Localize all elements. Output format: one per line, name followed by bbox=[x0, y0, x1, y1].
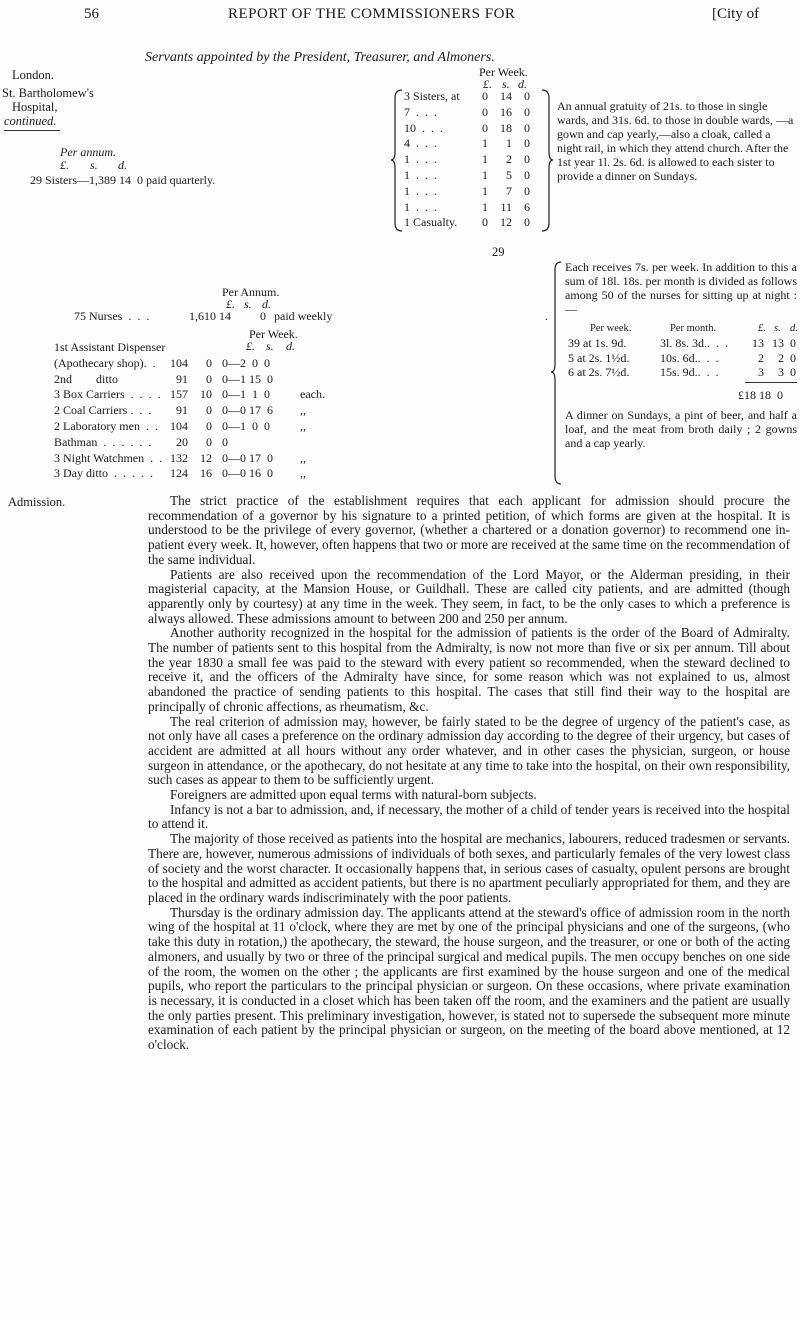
night-row-per-month: 3l. 8s. 3d.. . . bbox=[660, 336, 729, 350]
staff-lsd-pound: £. bbox=[226, 297, 235, 311]
staff-row-annual-shilling: 0 bbox=[206, 419, 212, 433]
sister-row-shilling: 5 bbox=[506, 168, 512, 182]
sisters-lsd-pence: d. bbox=[118, 158, 127, 172]
night-header-per-week: Per week. bbox=[590, 323, 632, 334]
night-row-pound: 2 bbox=[758, 350, 764, 365]
night-row-pound: 3 bbox=[758, 365, 764, 379]
staff-row-annual-shilling: 0 bbox=[206, 403, 212, 418]
staff-week-lsd-shilling: s. bbox=[266, 339, 274, 353]
margin-location: London. bbox=[12, 68, 55, 82]
staff-lsd-shilling: s. bbox=[244, 297, 252, 311]
staff-week-lsd-pound: £. bbox=[246, 339, 255, 353]
sister-row-shilling: 12 bbox=[500, 215, 512, 230]
night-header-per-month: Per month. bbox=[670, 323, 717, 334]
running-title: REPORT OF THE COMMISSIONERS FOR bbox=[228, 6, 516, 22]
staff-row-annual-pound: 104 bbox=[170, 355, 188, 370]
sister-row-pound: 1 bbox=[482, 183, 488, 198]
night-row-shilling: 3 bbox=[778, 365, 784, 379]
night-row-pound: 13 bbox=[752, 336, 764, 350]
sisters-lsd-shilling: s. bbox=[90, 158, 98, 172]
body-paragraph: Foreigners are admitted upon equal terms with natural-born subjects. bbox=[170, 787, 537, 803]
staff-row-label: 3 Box Carriers . . . . bbox=[54, 387, 161, 402]
body-paragraph: The strict practice of the establishment requires that each applicant for admission should procure the recommendation of a governor by his signature to a printed petition, of which forms are given at the hospital. It is understood to be the privilege of every governor, (whether a chartered or a donation governor) to recommend one in-patient every week. It, however, often happens that two or more are received at the same time on the recommendation of the same individual. bbox=[148, 493, 790, 567]
sister-row-label: 1 . . . bbox=[404, 199, 437, 214]
staff-row-label: 3 Night Watchmen . . bbox=[54, 450, 163, 465]
margin-hospital-line-1: St. Bartholomew's bbox=[2, 86, 94, 100]
night-header-pence: d. bbox=[790, 323, 798, 334]
sisters-per-week-label: Per Week. bbox=[479, 65, 528, 79]
staff-row-weekly: 0—0 17 0 bbox=[222, 450, 273, 465]
staff-row-annual-pound: 91 bbox=[176, 403, 188, 418]
sister-row-pound: 0 bbox=[482, 89, 488, 103]
nurses-label: 75 Nurses . . . bbox=[74, 309, 150, 323]
night-row-pence: 0 bbox=[790, 365, 796, 379]
night-total-rule bbox=[745, 382, 797, 383]
staff-row-annual-shilling: 0 bbox=[206, 355, 212, 370]
nurses-dot: . bbox=[545, 309, 548, 323]
staff-row-weekly: 0—1 15 0 bbox=[222, 371, 273, 386]
sister-row-pound: 1 bbox=[482, 168, 488, 182]
night-row-shilling: 13 bbox=[772, 336, 784, 350]
night-row-per-month: 15s. 9d.. . . bbox=[660, 365, 719, 379]
staff-per-annum-label: Per Annum. bbox=[222, 285, 280, 299]
staff-row-suffix: ,, bbox=[300, 403, 306, 418]
staff-row-suffix: ,, bbox=[300, 466, 306, 481]
sister-row-pence: 0 bbox=[524, 183, 530, 198]
sister-row-pound: 0 bbox=[482, 104, 488, 119]
sisters-week-lsd-pound: £. bbox=[483, 77, 492, 91]
sister-row-pound: 1 bbox=[482, 152, 488, 167]
staff-row-label: 2nd ditto bbox=[54, 371, 119, 386]
staff-row-annual-shilling: 10 bbox=[200, 387, 212, 402]
night-header-shilling: s. bbox=[774, 323, 781, 334]
staff-row-annual-pound: 20 bbox=[176, 434, 188, 449]
body-paragraph: Thursday is the ordinary admission day. The applicants attend at the steward's office of admission room in the north wing of the hospital at 11 o'clock, where they are met by one of the principal physicians and one of the surgeons, (who take this duty in rotation,) the apothecary, the steward, the house surgeon, and the treasurer, or one or both of the acting almoners, and usually by two or three of the principal surgical and medical pupils. The men occupy benches on one side of the room, the women on the other ; the applicants are first examined by the house surgeon and one of the medical pupils, who report the particulars to the principal physician or surgeon. On these occasions, where private examination is necessary, it is conducted in a closet which has been taken off the room, and the examiners and the patient are usually the only parties present. This preliminary investigation, however, is stated not to supersede the subsequent more minute examination of each patient by the principal physician or surgeon, on the meeting of the board above mentioned, at 12 o'clock. bbox=[148, 904, 790, 1053]
staff-per-week-label: Per Week. bbox=[249, 327, 298, 341]
margin-admission: Admission. bbox=[8, 495, 66, 509]
staff-row-weekly: 0—1 1 0 bbox=[222, 387, 270, 402]
sisters-per-annum-label: Per annum. bbox=[60, 145, 116, 159]
night-row-pence: 0 bbox=[790, 350, 796, 365]
sister-row-pound: 0 bbox=[482, 215, 488, 230]
sister-row-shilling: 14 bbox=[500, 89, 512, 103]
night-row-pence: 0 bbox=[790, 336, 796, 350]
staff-row-annual-pound: 132 bbox=[170, 450, 188, 465]
staff-row-label: Bathman . . . . . . bbox=[54, 434, 152, 449]
sister-row-label: 1 . . . bbox=[404, 168, 437, 182]
sisters-right-brace bbox=[540, 88, 554, 233]
sister-row-shilling: 7 bbox=[506, 183, 512, 198]
body-paragraph: The majority of those received as patients into the hospital are mechanics, labourers, reduced tradesmen or servants. There are, however, numerous admissions of individuals of both sexes, and particularly females of the very lowest class of society and the worst character. It occasionally happens that, in serious cases of casualty, opulent persons are brought to the hospital and admitted as accident patients, but there is no apartment peculiarly appropriated for them, and they are placed in the ordinary wards indiscriminately with the poor patients. bbox=[148, 831, 790, 905]
sister-row-label: 1 Casualty. bbox=[404, 215, 458, 230]
night-row-per-week: 6 at 2s. 7½d. bbox=[568, 365, 630, 379]
sister-row-pence: 0 bbox=[524, 120, 530, 135]
sister-row-pence: 0 bbox=[524, 104, 530, 119]
body-paragraph: Patients are also received upon the recommendation of the Lord Mayor, or the Alderman presiding, in their magisterial capacity, at the Mansion House, or Guildhall. These are called city patients, and are admitted (though apparently only by courtesy) at any time in the week. They seem, in fact, to be the only cases to which a preference is always allowed. These admissions amount to between 200 and 250 per annum. bbox=[148, 566, 790, 626]
nurses-pence: 0 bbox=[260, 309, 266, 323]
sister-row-pound: 0 bbox=[482, 120, 488, 135]
sister-row-label: 3 Sisters, at bbox=[404, 89, 460, 103]
nurses-note-brace bbox=[551, 260, 563, 486]
nurses-note: Each receives 7s. per week. In addition to this a sum of 18l. 18s. per month is divided as follows among 50 of the nurses for sitting up at night :— bbox=[565, 260, 797, 316]
sister-row-pound: 1 bbox=[482, 199, 488, 214]
staff-row-label: 2 Laboratory men . . bbox=[54, 419, 158, 433]
staff-row-label: 2 Coal Carriers . . . bbox=[54, 403, 152, 418]
staff-row-annual-pound: 157 bbox=[170, 387, 188, 402]
sister-row-pence: 0 bbox=[524, 215, 530, 230]
staff-row-annual-pound: 124 bbox=[170, 466, 188, 481]
staff-row-annual-shilling: 12 bbox=[200, 450, 212, 465]
staff-row-annual-shilling: 0 bbox=[206, 434, 212, 449]
running-title-city: [City of bbox=[712, 6, 760, 22]
staff-row-label: 1st Assistant Dispenser bbox=[54, 340, 166, 354]
night-header-pound: £. bbox=[758, 323, 766, 334]
sister-row-pound: 1 bbox=[482, 136, 488, 151]
sister-row-pence: 6 bbox=[524, 199, 530, 214]
staff-row-label: 3 Day ditto . . . . . bbox=[54, 466, 153, 481]
staff-row-weekly: 0—0 17 6 bbox=[222, 403, 273, 418]
staff-row-weekly: 0—1 0 0 bbox=[222, 419, 270, 433]
dinner-note: A dinner on Sundays, a pint of beer, and half a loaf, and the meat from broth daily ; 2 gowns and a cap yearly. bbox=[565, 408, 797, 450]
sister-row-label: 1 . . . bbox=[404, 152, 437, 167]
staff-row-weekly: 0 bbox=[222, 434, 228, 449]
sister-row-pence: 0 bbox=[524, 152, 530, 167]
sister-row-shilling: 18 bbox=[500, 120, 512, 135]
sisters-week-lsd-pence: d. bbox=[518, 77, 527, 91]
sister-row-shilling: 2 bbox=[506, 152, 512, 167]
page-number: 56 bbox=[84, 6, 99, 22]
staff-row-label: (Apothecary shop). . bbox=[54, 355, 156, 370]
staff-row-suffix: ,, bbox=[300, 419, 306, 433]
sisters-summary-line: 29 Sisters—1,389 14 0 paid quarterly. bbox=[30, 173, 216, 187]
night-row-per-month: 10s. 6d.. . . bbox=[660, 350, 719, 365]
staff-row-annual-shilling: 0 bbox=[206, 371, 212, 386]
margin-continued: continued. bbox=[4, 114, 57, 128]
sisters-lsd-pound: £. bbox=[60, 158, 69, 172]
sister-row-shilling: 16 bbox=[500, 104, 512, 119]
sister-row-label: 10 . . . bbox=[404, 120, 443, 135]
margin-rule bbox=[4, 130, 60, 131]
body-paragraph: Another authority recognized in the hospital for the admission of patients is the order of the Board of Admiralty. The number of patients sent to this hospital from the Admiralty, is now not more than five or six per annum. Till about the year 1830 a small fee was paid to the steward with every patient so recommended, when the steward declined to receive it, and the officers of the Admiralty have since, for some reason which was not explained to us, almost abandoned the practice of sending patients to this hospital. The cases that still find their way to the hospital are principally of chronic affections, as rheumatism, &c. bbox=[148, 625, 790, 714]
night-total: £18 18 0 bbox=[738, 388, 783, 402]
night-row-per-week: 39 at 1s. 9d. bbox=[568, 336, 627, 350]
night-row-per-week: 5 at 2s. 1½d. bbox=[568, 350, 630, 365]
sister-row-label: 4 . . . bbox=[404, 136, 437, 151]
body-paragraph: Infancy is not a bar to admission, and, if necessary, the mother of a child of tender years is received into the hospital to attend it. bbox=[148, 801, 790, 832]
sister-row-pence: 0 bbox=[524, 136, 530, 151]
staff-row-weekly: 0—2 0 0 bbox=[222, 355, 270, 370]
nurses-paid-note: paid weekly bbox=[274, 309, 333, 323]
staff-row-suffix: ,, bbox=[300, 450, 306, 465]
night-row-shilling: 2 bbox=[778, 350, 784, 365]
section-caption: Servants appointed by the President, Treasurer, and Almoners. bbox=[145, 50, 495, 65]
body-text bbox=[148, 494, 790, 1053]
sister-row-pence: 0 bbox=[524, 89, 530, 103]
sisters-left-brace bbox=[390, 88, 404, 233]
sister-row-pence: 0 bbox=[524, 168, 530, 182]
nurses-amount: 1,610 14 bbox=[189, 309, 231, 323]
staff-lsd-pence: d. bbox=[262, 297, 271, 311]
body-paragraph: The real criterion of admission may, however, be fairly stated to be the degree of urgency of the patient's case, as not only have all cases a preference on the ordinary admission day according to the degree of their urgency, but cases of accident are admitted at all hours without any order whatever, and in other cases the physician, surgeon, or house surgeon in attendance, or the apothecary, do not hesitate at any time to take into the hospital, on their own responsibility, such cases as appear to them to be sufficiently urgent. bbox=[148, 713, 790, 788]
sisters-total: 29 bbox=[492, 245, 505, 259]
staff-row-annual-pound: 104 bbox=[170, 419, 188, 433]
sisters-week-lsd-shilling: s. bbox=[502, 77, 510, 91]
gratuity-note: An annual gratuity of 21s. to those in single wards, and 31s. 6d. to those in double wards, —a gown and cap yearly,—also a cloak, called a night rail, in which they attend church. After the 1st year 1l. 2s. 6d. is allowed to each sister to provide a dinner on Sundays. bbox=[557, 99, 794, 183]
margin-hospital-line-2: Hospital, bbox=[12, 100, 58, 114]
sister-row-label: 7 . . . bbox=[404, 104, 437, 119]
sister-row-shilling: 1 bbox=[506, 136, 512, 151]
staff-row-weekly: 0—0 16 0 bbox=[222, 466, 273, 481]
staff-row-annual-shilling: 16 bbox=[200, 466, 212, 481]
sister-row-shilling: 11 bbox=[500, 199, 512, 214]
staff-row-suffix: each. bbox=[300, 387, 325, 402]
sister-row-label: 1 . . . bbox=[404, 183, 437, 198]
staff-row-annual-pound: 91 bbox=[176, 371, 188, 386]
staff-week-lsd-pence: d. bbox=[286, 339, 295, 353]
